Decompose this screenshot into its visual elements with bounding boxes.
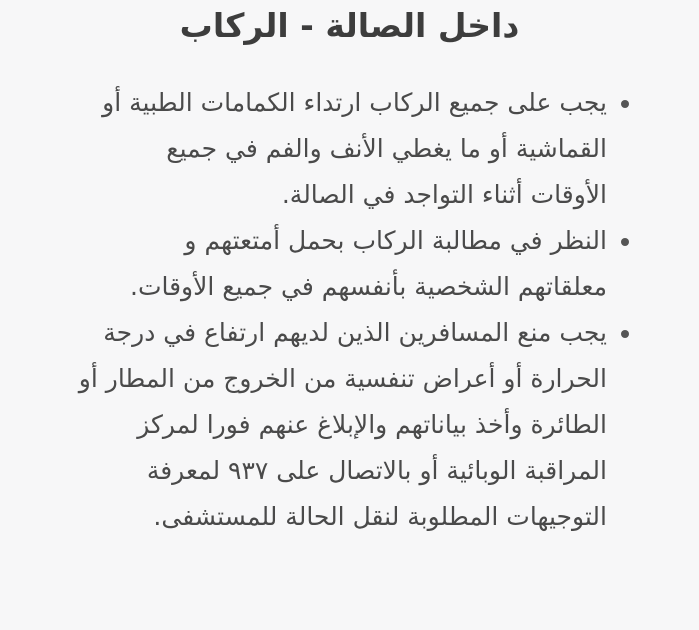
list-item-text: يجب على جميع الركاب ارتداء الكمامات الطبية أو القماشية أو ما يغطي الأنف والفم في جميع الأوقات أثناء التواجد في الصالة. (102, 88, 607, 209)
list-item (87, 218, 699, 310)
page-title: داخل الصالة - الركاب (179, 6, 520, 45)
list-item (47, 310, 699, 540)
list-item-text: يجب منع المسافرين الذين لديهم ارتفاع في درجة الحرارة أو أعراض تنفسية من الخروج من المطار أو الطائرة وأخذ بياناتهم والإبلاغ عنهم فورا لمركز المراقبة الوبائية أو بالاتصال على ٩٣٧ لمعرفة التوجيهات المطلوبة لنقل الحالة للمستشفى. (78, 318, 607, 531)
list-item (67, 80, 699, 218)
list-item-text: النظر في مطالبة الركاب بحمل أمتعتهم و معلقاتهم الشخصية بأنفسهم في جميع الأوقات. (130, 226, 607, 301)
bullet-icon (621, 238, 629, 246)
instruction-list (0, 80, 699, 540)
bullet-icon (621, 100, 629, 108)
bullet-icon (621, 330, 629, 338)
